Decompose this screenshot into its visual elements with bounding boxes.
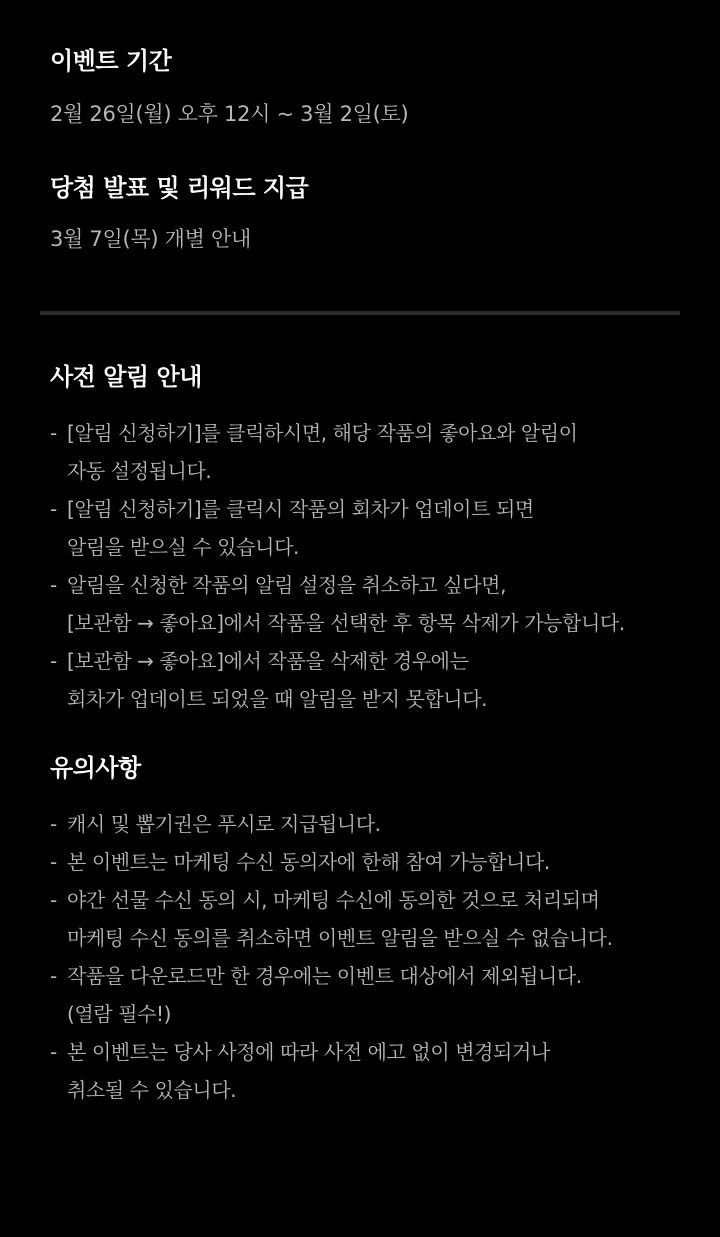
caution-item <box>50 805 690 843</box>
notice-item <box>50 566 690 642</box>
caution-item-line: (열람 필수!) <box>67 1002 172 1026</box>
notice-item-line: 알림을 신청한 작품의 알림 설정을 취소하고 싶다면, <box>67 573 507 597</box>
caution-section <box>50 753 690 1109</box>
event-schedule <box>0 0 720 253</box>
caution-item-line: 마케팅 수신 동의를 취소하면 이벤트 알림을 받으실 수 없습니다. <box>67 926 613 950</box>
bullet-dash: - <box>50 649 57 673</box>
notice-title: 사전 알림 안내 <box>50 363 202 391</box>
caution-item-line: 본 이벤트는 마케팅 수신 동의자에 한해 참여 가능합니다. <box>67 850 550 874</box>
bullet-dash: - <box>50 850 57 874</box>
bullet-dash: - <box>50 573 57 597</box>
winner-announcement-title: 당첨 발표 및 리워드 지급 <box>50 174 309 202</box>
bullet-dash: - <box>50 812 57 836</box>
caution-item <box>50 1033 690 1109</box>
caution-title: 유의사항 <box>50 754 141 782</box>
event-period-title: 이벤트 기간 <box>50 47 172 75</box>
caution-item-line: 야간 선물 수신 동의 시, 마케팅 수신에 동의한 것으로 처리되며 <box>67 888 600 912</box>
notice-item-line: [알림 신청하기]를 클릭시 작품의 회차가 업데이트 되면 <box>67 497 534 521</box>
caution-item-line: 취소될 수 있습니다. <box>67 1078 237 1102</box>
winner-announcement-value: 3월 7일(목) 개별 안내 <box>50 227 251 251</box>
notice-item-line: [알림 신청하기]를 클릭하시면, 해당 작품의 좋아요와 알림이 <box>67 421 578 445</box>
caution-item-line: 본 이벤트는 당사 사정에 따라 사전 에고 없이 변경되거나 <box>67 1040 550 1064</box>
notice-item <box>50 414 690 490</box>
notice-item-line: [보관함 → 좋아요]에서 작품을 선택한 후 항목 삭제가 가능합니다. <box>67 611 625 635</box>
caution-item <box>50 881 690 957</box>
notice-item <box>50 642 690 718</box>
caution-item <box>50 957 690 1033</box>
notice-item-line: 알림을 받으실 수 있습니다. <box>67 535 299 559</box>
bullet-dash: - <box>50 964 57 988</box>
notice-item-line: [보관함 → 좋아요]에서 작품을 삭제한 경우에는 <box>67 649 469 673</box>
bullet-dash: - <box>50 497 57 521</box>
notice-list <box>50 414 690 718</box>
section-divider <box>40 311 680 315</box>
bullet-dash: - <box>50 421 57 445</box>
notice-item <box>50 490 690 566</box>
caution-item <box>50 843 690 881</box>
caution-item-line: 작품을 다운로드만 한 경우에는 이벤트 대상에서 제외됩니다. <box>67 964 582 988</box>
event-period-value: 2월 26일(월) 오후 12시 ~ 3월 2일(토) <box>50 102 409 126</box>
bullet-dash: - <box>50 1040 57 1064</box>
notice-section <box>50 362 690 718</box>
notice-item-line: 회차가 업데이트 되었을 때 알림을 받지 못합니다. <box>67 687 488 711</box>
caution-list <box>50 805 690 1109</box>
caution-item-line: 캐시 및 뽑기권은 푸시로 지급됩니다. <box>67 812 381 836</box>
notice-item-line: 자동 설정됩니다. <box>67 459 212 483</box>
bullet-dash: - <box>50 888 57 912</box>
